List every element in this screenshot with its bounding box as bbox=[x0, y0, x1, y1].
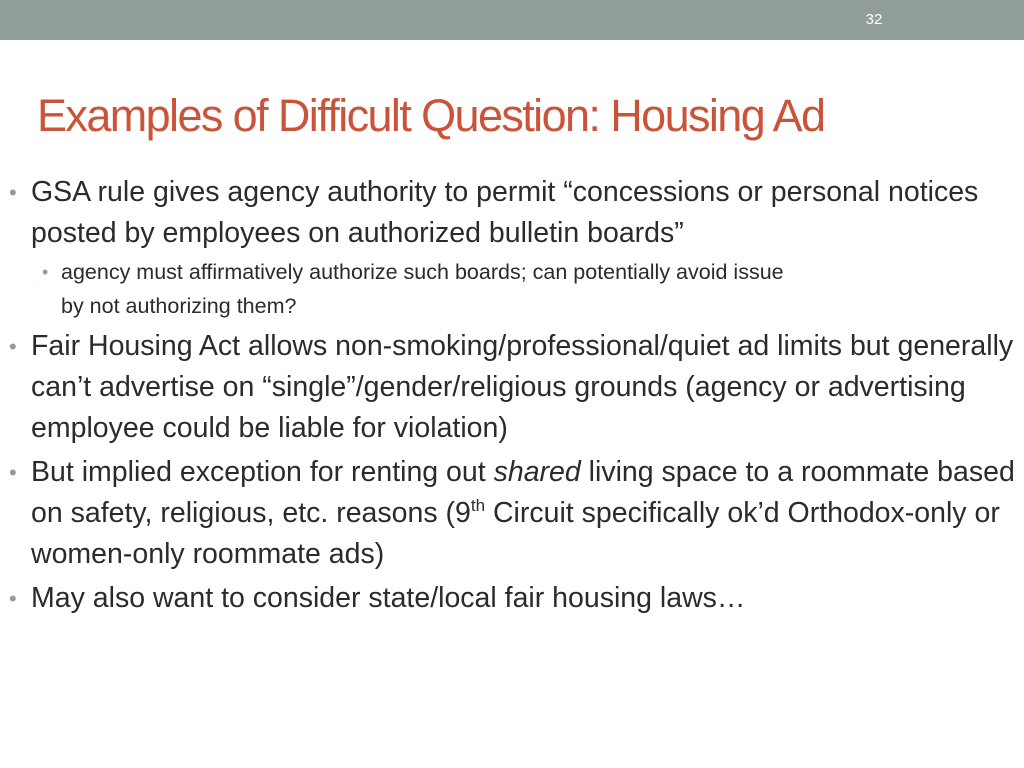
sub-bullet-line-1: agency must affirmatively authorize such boards; can potentially avoid issue bbox=[61, 260, 784, 284]
sub-bullet-authorize-boards bbox=[0, 255, 1024, 323]
bullet-dot-icon: • bbox=[9, 586, 17, 611]
bullet-gsa-rule bbox=[0, 172, 1024, 254]
bullet-text: Fair Housing Act allows non-smoking/professional/quiet ad limits but generally can’t advertise on “single”/gender/religious grounds (agency or advertising employee could be liable for violation) bbox=[31, 330, 1014, 444]
sub-bullet-line-2: by not authorizing them? bbox=[61, 294, 297, 318]
bullet-fair-housing-act bbox=[0, 326, 1024, 449]
bullet-text-middle: living space to a roommate based on safety, religious, etc. reasons (9 bbox=[31, 456, 1015, 529]
bullet-dot-icon: • bbox=[9, 180, 17, 205]
bullet-dot-icon: • bbox=[9, 460, 17, 485]
sub-bullet-dot-icon: • bbox=[42, 262, 49, 282]
slide-number: 32 bbox=[865, 11, 883, 28]
emphasis-text: shared bbox=[493, 456, 581, 488]
bullet-text-start: But implied exception for renting out bbox=[31, 456, 494, 488]
bullet-state-local-laws bbox=[0, 578, 1024, 619]
bullet-text-end: Circuit specifically ok’d Orthodox-only or women-only roommate ads) bbox=[31, 497, 1000, 570]
slide-body bbox=[0, 172, 1024, 619]
bullet-text: May also want to consider state/local fair housing laws… bbox=[31, 582, 746, 614]
bullet-text: GSA rule gives agency authority to permit “concessions or personal notices posted by employees on authorized bulletin boards” bbox=[31, 176, 979, 249]
ordinal-superscript: th bbox=[470, 496, 486, 515]
bullet-dot-icon: • bbox=[9, 334, 17, 359]
top-bar bbox=[0, 0, 1024, 40]
slide-title: Examples of Difficult Question: Housing Ad bbox=[37, 90, 825, 141]
bullet-implied-exception bbox=[0, 452, 1024, 575]
